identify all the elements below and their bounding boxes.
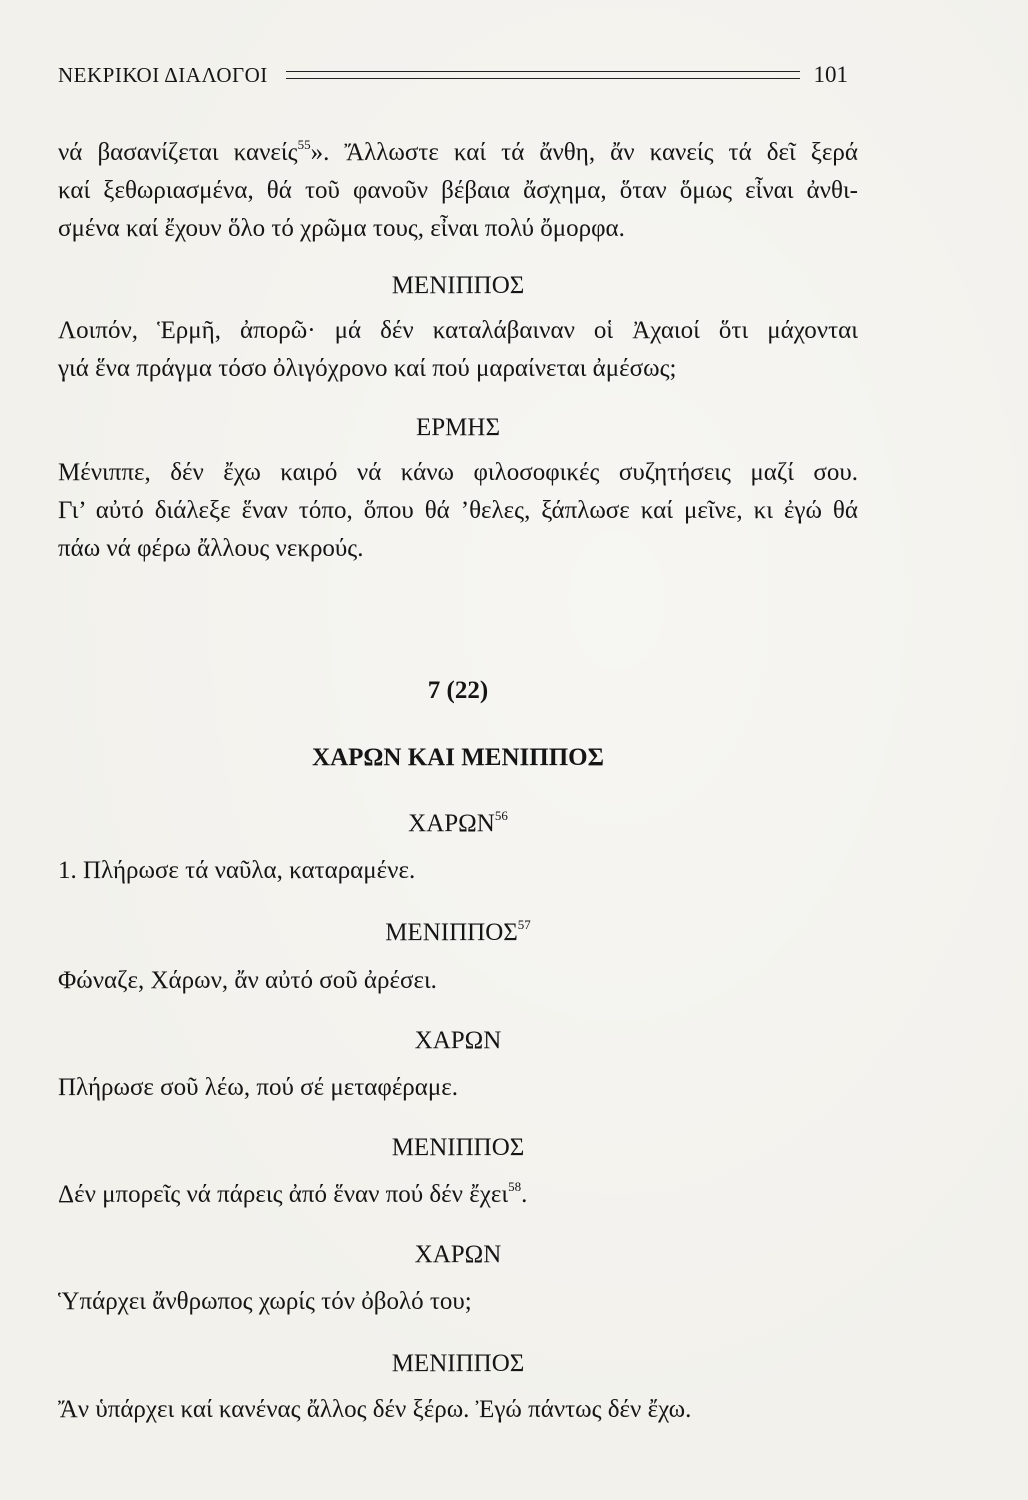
page-number: 101 <box>813 62 848 87</box>
speaker-name: ΜΕΝΙΠΠΟΣ <box>385 919 518 946</box>
text-line: πάω νά φέρω ἄλλους νεκρούς. <box>58 535 364 562</box>
speaker-heading: ΧΑΡΩΝ <box>414 1241 502 1268</box>
speaker-name: ΧΑΡΩΝ <box>408 810 495 837</box>
text-line: Λοιπόν, Ἑρμῆ, ἀπορῶ· μά δέν καταλάβαιναν οἱ Ἀχαιοί ὅτι μάχονται <box>58 317 858 344</box>
text-line: Ὑπάρχει ἄνθρωπος χωρίς τόν ὀβολό του; <box>58 1288 472 1315</box>
running-title: ΝΕΚΡΙΚΟΙ ΔΙΑΛΟΓΟΙ <box>58 62 268 87</box>
text-line <box>58 138 858 168</box>
speaker-heading: ΧΑΡΩΝ <box>414 1027 502 1054</box>
text-fragment: νά βασανίζεται κανείς <box>58 139 298 166</box>
speaker-heading <box>58 809 858 839</box>
text-line: καί ξεθωριασμένα, θά τοῦ φανοῦν βέβαια ἄσχημα, ὅταν ὅμως εἶναι ἀνθι- <box>58 177 858 204</box>
dialogue-number: 7 (22) <box>427 677 489 704</box>
footnote-ref[interactable]: 55 <box>297 137 311 152</box>
speaker-heading: ΜΕΝΙΠΠΟΣ <box>391 1350 525 1377</box>
running-header <box>58 60 848 90</box>
text-fragment: . <box>521 1181 528 1208</box>
text-line: 1. Πλήρωσε τά ναῦλα, καταραμένε. <box>58 857 416 884</box>
speaker-heading: ΜΕΝΙΠΠΟΣ <box>391 1134 525 1161</box>
dialogue-title: ΧΑΡΩΝ ΚΑΙ ΜΕΝΙΠΠΟΣ <box>312 744 604 771</box>
text-line <box>58 1180 858 1210</box>
text-line: γιά ἕνα πράγμα τόσο ὀλιγόχρονο καί πού μαραίνεται ἀμέσως; <box>58 355 677 382</box>
speaker-heading: ΕΡΜΗΣ <box>415 414 500 441</box>
text-line: Γι’ αὐτό διάλεξε ἕναν τόπο, ὅπου θά ’θελες, ξάπλωσε καί μεῖνε, κι ἐγώ θά <box>58 497 858 524</box>
footnote-ref[interactable]: 58 <box>508 1179 522 1194</box>
speaker-heading: ΜΕΝΙΠΠΟΣ <box>391 272 525 299</box>
speaker-heading <box>58 918 858 948</box>
text-fragment: ». Ἄλλωστε καί τά ἄνθη, ἄν κανείς τά δεῖ ξερά <box>310 139 858 166</box>
text-line: Ἄν ὑπάρχει καί κανένας ἄλλος δέν ξέρω. Ἐγώ πάντως δέν ἔχω. <box>58 1396 692 1423</box>
text-line: Φώναζε, Χάρων, ἄν αὐτό σοῦ ἀρέσει. <box>58 967 437 994</box>
footnote-ref[interactable]: 57 <box>517 917 531 932</box>
header-double-rule <box>286 71 800 79</box>
text-line: Μένιππε, δέν ἔχω καιρό νά κάνω φιλοσοφικές συζητήσεις μαζί σου. <box>58 459 858 486</box>
text-fragment: Δέν μπορεῖς νά πάρεις ἀπό ἕναν πού δέν ἔχει <box>58 1181 509 1208</box>
text-line: Πλήρωσε σοῦ λέω, πού σέ μεταφέραμε. <box>58 1074 459 1101</box>
footnote-ref[interactable]: 56 <box>494 808 508 823</box>
text-line: σμένα καί ἔχουν ὅλο τό χρῶμα τους, εἶναι πολύ ὄμορφα. <box>58 215 625 242</box>
